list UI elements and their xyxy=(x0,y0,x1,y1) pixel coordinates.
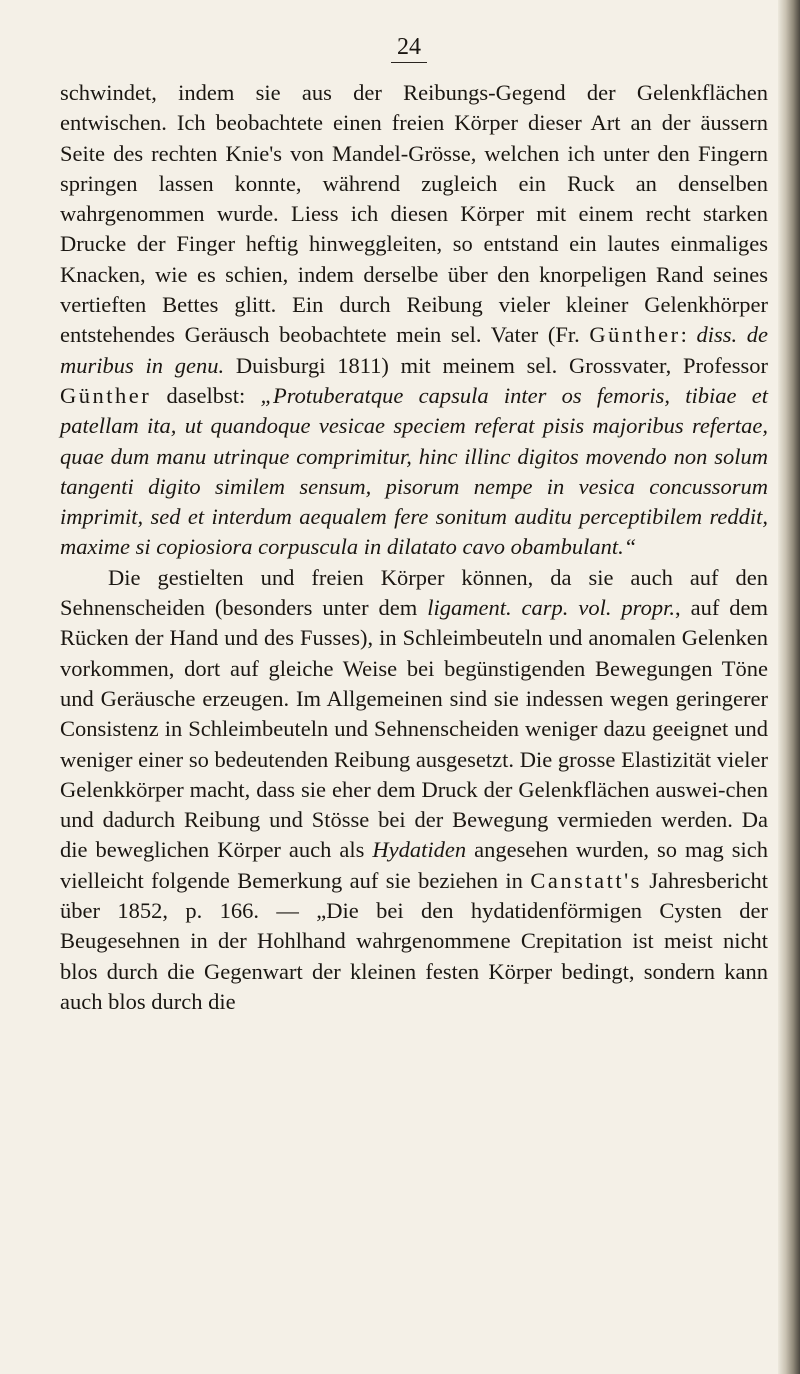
paragraph-1-text-g: daselbst: xyxy=(151,382,261,408)
paragraph-1 xyxy=(60,78,768,563)
hydatiden-term: Hydatiden xyxy=(372,837,467,863)
paragraph-2-text-c: , auf dem Rücken der Hand und des Fusses), in Schleimbeuteln und anomalen Gelenken vorkommen, dort auf gleiche Weise bei begünstigenden Bewegungen Töne und Geräusche erzeugen. Im Allgemeinen sind sie indessen wegen geringerer Consistenz in Schleimbeuteln und Sehnenscheiden weniger dazu geeignet und weniger einer so bedeutenden Reibung ausgesetzt. Die grosse Elastizität vieler Gelenkkörper macht, dass sie eher dem Druck der Gelenkflächen auswei-chen und dadurch Reibung und Stösse bei der Bewegung vermieden werden. Da die beweglichen Körper auch als xyxy=(60,595,769,863)
paragraph-2-text-a: Die gestielten und freien Körper können, da sie auch auf den Sehnenscheiden (besonders unter dem xyxy=(60,564,768,621)
page-number-text: 24 xyxy=(391,32,427,63)
paragraph-1-text-a: schwindet, indem sie aus der Reibungs-Gegend der Gelenkflächen entwischen. Ich beobachtete einen freien Körper dieser Art an der äussern Seite des rechten Knie's von Mandel-Grösse, welchen ich unter den Fingern springen lassen konnte, während zugleich ein Ruck an denselben wahrgenommen wurde. Liess ich diesen Körper mit einem recht starken Drucke der Finger heftig hinweggleiten, so entstand ein lautes einmaliges Knacken, wie es schien, indem derselbe über den knorpeligen Rand seines vertieften Bettes glitt. Ein durch Reibung vieler kleiner Gelenkhörper entstehendes Geräusch beobachtete mein sel. Vater (Fr. xyxy=(60,80,768,348)
body-text xyxy=(60,78,768,1017)
paragraph-2-text-e: angesehen wurden, so mag sich vielleicht folgende Bemerkung auf sie beziehen in xyxy=(60,837,768,893)
page-number xyxy=(0,32,800,63)
paragraph-1-text-e: Duisburgi 1811) mit meinem sel. Grossvater, Professor xyxy=(224,352,769,378)
author-name-guenther-1: Günther xyxy=(589,322,681,348)
ligament-reference: ligament. carp. vol. propr. xyxy=(427,595,675,621)
page-edge-shadow xyxy=(778,0,800,1374)
author-name-guenther-2: Günther xyxy=(60,382,152,408)
paragraph-2-text-g: Jahresbericht über 1852, p. 166. — „Die bei den hydatidenförmigen Cysten der Beugesehnen in der Hohlhand wahrgenommene Crepitation ist meist nicht blos durch die Gegenwart der kleinen festen Körper bedingt, sondern kann auch blos durch die xyxy=(60,867,768,1014)
dissertation-title: diss. de muribus in genu. xyxy=(60,322,768,378)
paragraph-1-text-c: : xyxy=(680,322,697,348)
author-name-canstatt: Canstatt's xyxy=(530,867,642,893)
paragraph-2 xyxy=(60,563,768,1017)
latin-quotation: „Protuberatque capsula inter os femoris, tibiae et patellam ita, ut quandoque vesicae speciem referat pisis majoribus refertae, quae dum manu utrinque comprimitur, hinc illinc digitos movendo non solum tangenti digito similem sensum, pisorum nempe in vesica concussorum imprimit, sed et interdum aequalem fere sonitum auditu perceptibilem reddit, maxime si copiosiora corpuscula in dilatato cavo obambulant.“ xyxy=(60,382,768,560)
